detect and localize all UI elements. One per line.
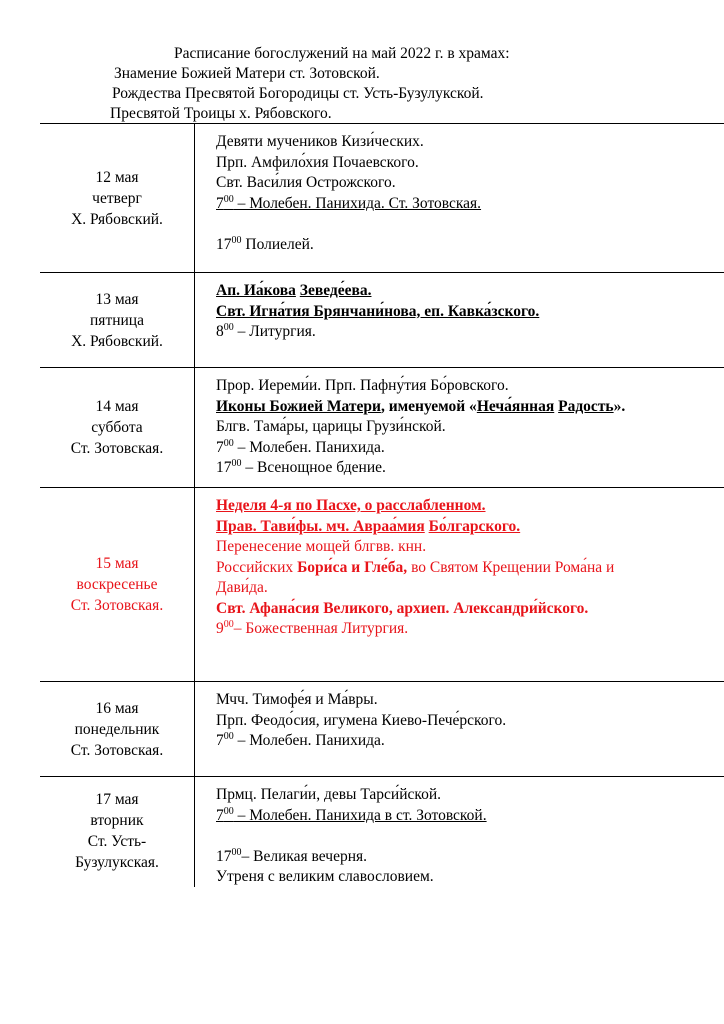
date: 12 мая bbox=[95, 168, 139, 186]
schedule-row-16-may bbox=[40, 681, 724, 776]
header-church-3: Пресвятой Троицы х. Рябовского. bbox=[110, 105, 332, 122]
commemoration: Неделя 4-я по Пасхе, о расслабленном. bbox=[216, 497, 486, 514]
service-time: $8^{00}$ – Литургия. bbox=[216, 322, 316, 340]
date-cell bbox=[40, 777, 194, 887]
commemoration: Свт. Афана́сия Великого, архиеп. Александри́йского. bbox=[216, 599, 589, 617]
place: Х. Рябовский. bbox=[71, 210, 163, 228]
service-time: $17^{00}-$ Великая вечерня. bbox=[216, 846, 367, 865]
date-cell bbox=[40, 682, 194, 776]
commemoration: Свт. Васи́лия Острожского. bbox=[216, 174, 396, 191]
commemoration: Прп. Феодо́сия, игумена Киево-Пече́рского. bbox=[216, 711, 507, 729]
service-time: $7^{00}$ – Молебен. Панихида в ст. Зотовской. bbox=[216, 805, 487, 824]
commemoration: Ап. Иа́кова Зеведе́ева. bbox=[216, 282, 372, 299]
date: 13 мая bbox=[95, 290, 139, 308]
commemoration: Свт. Игна́тия Брянчани́нова, еп. Кавка́зского. bbox=[216, 302, 540, 320]
service-time: $7^{00}$ – Молебен. Панихида. bbox=[216, 731, 385, 749]
schedule-row-14-may bbox=[40, 367, 724, 487]
header-church-2: Рождества Пресвятой Богородицы ст. Усть-Бузулукской. bbox=[112, 85, 484, 102]
date: 17 мая bbox=[95, 791, 139, 808]
place: Бузулукская. bbox=[75, 854, 159, 871]
services-cell bbox=[216, 132, 724, 255]
weekday: воскресенье bbox=[76, 576, 158, 593]
place: Ст. Зотовская. bbox=[70, 741, 164, 759]
weekday: суббота bbox=[91, 419, 143, 436]
weekday: четверг bbox=[92, 189, 142, 207]
place: Ст. Зотовская. bbox=[70, 440, 164, 457]
date-cell bbox=[40, 368, 194, 487]
commemoration: Девяти мучеников Кизи́ческих. bbox=[216, 133, 424, 150]
schedule-row-13-may bbox=[40, 272, 724, 367]
commemoration: Прор. Иереми́и. Прп. Пафну́тия Бо́ровского. bbox=[216, 377, 509, 394]
commemoration: Иконы Божией Матери, именуемой «Неча́янная Радость». bbox=[216, 397, 626, 415]
column-divider bbox=[194, 488, 195, 681]
header-title: Расписание богослужений на май 2022 г. в храмах: bbox=[174, 45, 510, 62]
services-cell bbox=[216, 785, 724, 888]
column-divider bbox=[194, 124, 195, 272]
header-church-1: Знамение Божией Матери ст. Зотовской. bbox=[114, 65, 380, 82]
column-divider bbox=[194, 368, 195, 487]
service-time: $7^{00}$ – Молебен. Панихида. Ст. Зотовская. bbox=[216, 193, 482, 212]
date-cell bbox=[40, 273, 194, 367]
commemoration: Прп. Амфило́хия Почаевского. bbox=[216, 153, 419, 171]
weekday: пятница bbox=[90, 311, 144, 329]
services-cell bbox=[216, 690, 724, 752]
weekday: вторник bbox=[90, 812, 144, 829]
services-cell bbox=[216, 281, 724, 343]
services-cell bbox=[216, 376, 724, 479]
service-time: $17^{00}$ Полиелей. bbox=[216, 234, 314, 253]
column-divider bbox=[194, 682, 195, 776]
commemoration: Дави́да. bbox=[216, 579, 268, 596]
commemoration: Перенесение мощей блгвв. кнн. bbox=[216, 538, 427, 555]
commemoration: Российских Бори́са и Гле́ба, во Святом Крещении Рома́на и bbox=[216, 558, 615, 576]
date-cell bbox=[40, 124, 194, 272]
column-divider bbox=[194, 777, 195, 887]
place: Ст. Усть- bbox=[87, 833, 147, 850]
weekday: понедельник bbox=[74, 720, 160, 738]
schedule-table bbox=[40, 123, 724, 887]
commemoration: Прав. Тави́фы. мч. Авраа́мия Бо́лгарского. bbox=[216, 517, 521, 535]
commemoration: Прмц. Пелаги́и, девы Тарси́йской. bbox=[216, 786, 442, 803]
schedule-row-15-may bbox=[40, 487, 724, 681]
date: 16 мая bbox=[95, 699, 139, 717]
place: Х. Рябовский. bbox=[71, 332, 163, 350]
service-time: $7^{00}$ – Молебен. Панихида. bbox=[216, 437, 385, 456]
date: 14 мая bbox=[95, 398, 139, 415]
schedule-row-12-may bbox=[40, 123, 724, 272]
commemoration: Блгв. Тама́ры, царицы Грузи́нской. bbox=[216, 418, 446, 435]
commemoration: Мчч. Тимофе́я и Ма́вры. bbox=[216, 691, 378, 708]
services-cell bbox=[216, 496, 724, 640]
schedule-row-17-may bbox=[40, 776, 724, 887]
service-time: $9^{00}-$ Божественная Литургия. bbox=[216, 619, 409, 637]
place: Ст. Зотовская. bbox=[70, 597, 164, 614]
column-divider bbox=[194, 273, 195, 367]
date: 15 мая bbox=[95, 555, 139, 572]
commemoration: Утреня с великим славословием. bbox=[216, 868, 434, 885]
service-time: $17^{00}$ – Всенощное бдение. bbox=[216, 458, 386, 476]
date-cell bbox=[40, 488, 194, 681]
